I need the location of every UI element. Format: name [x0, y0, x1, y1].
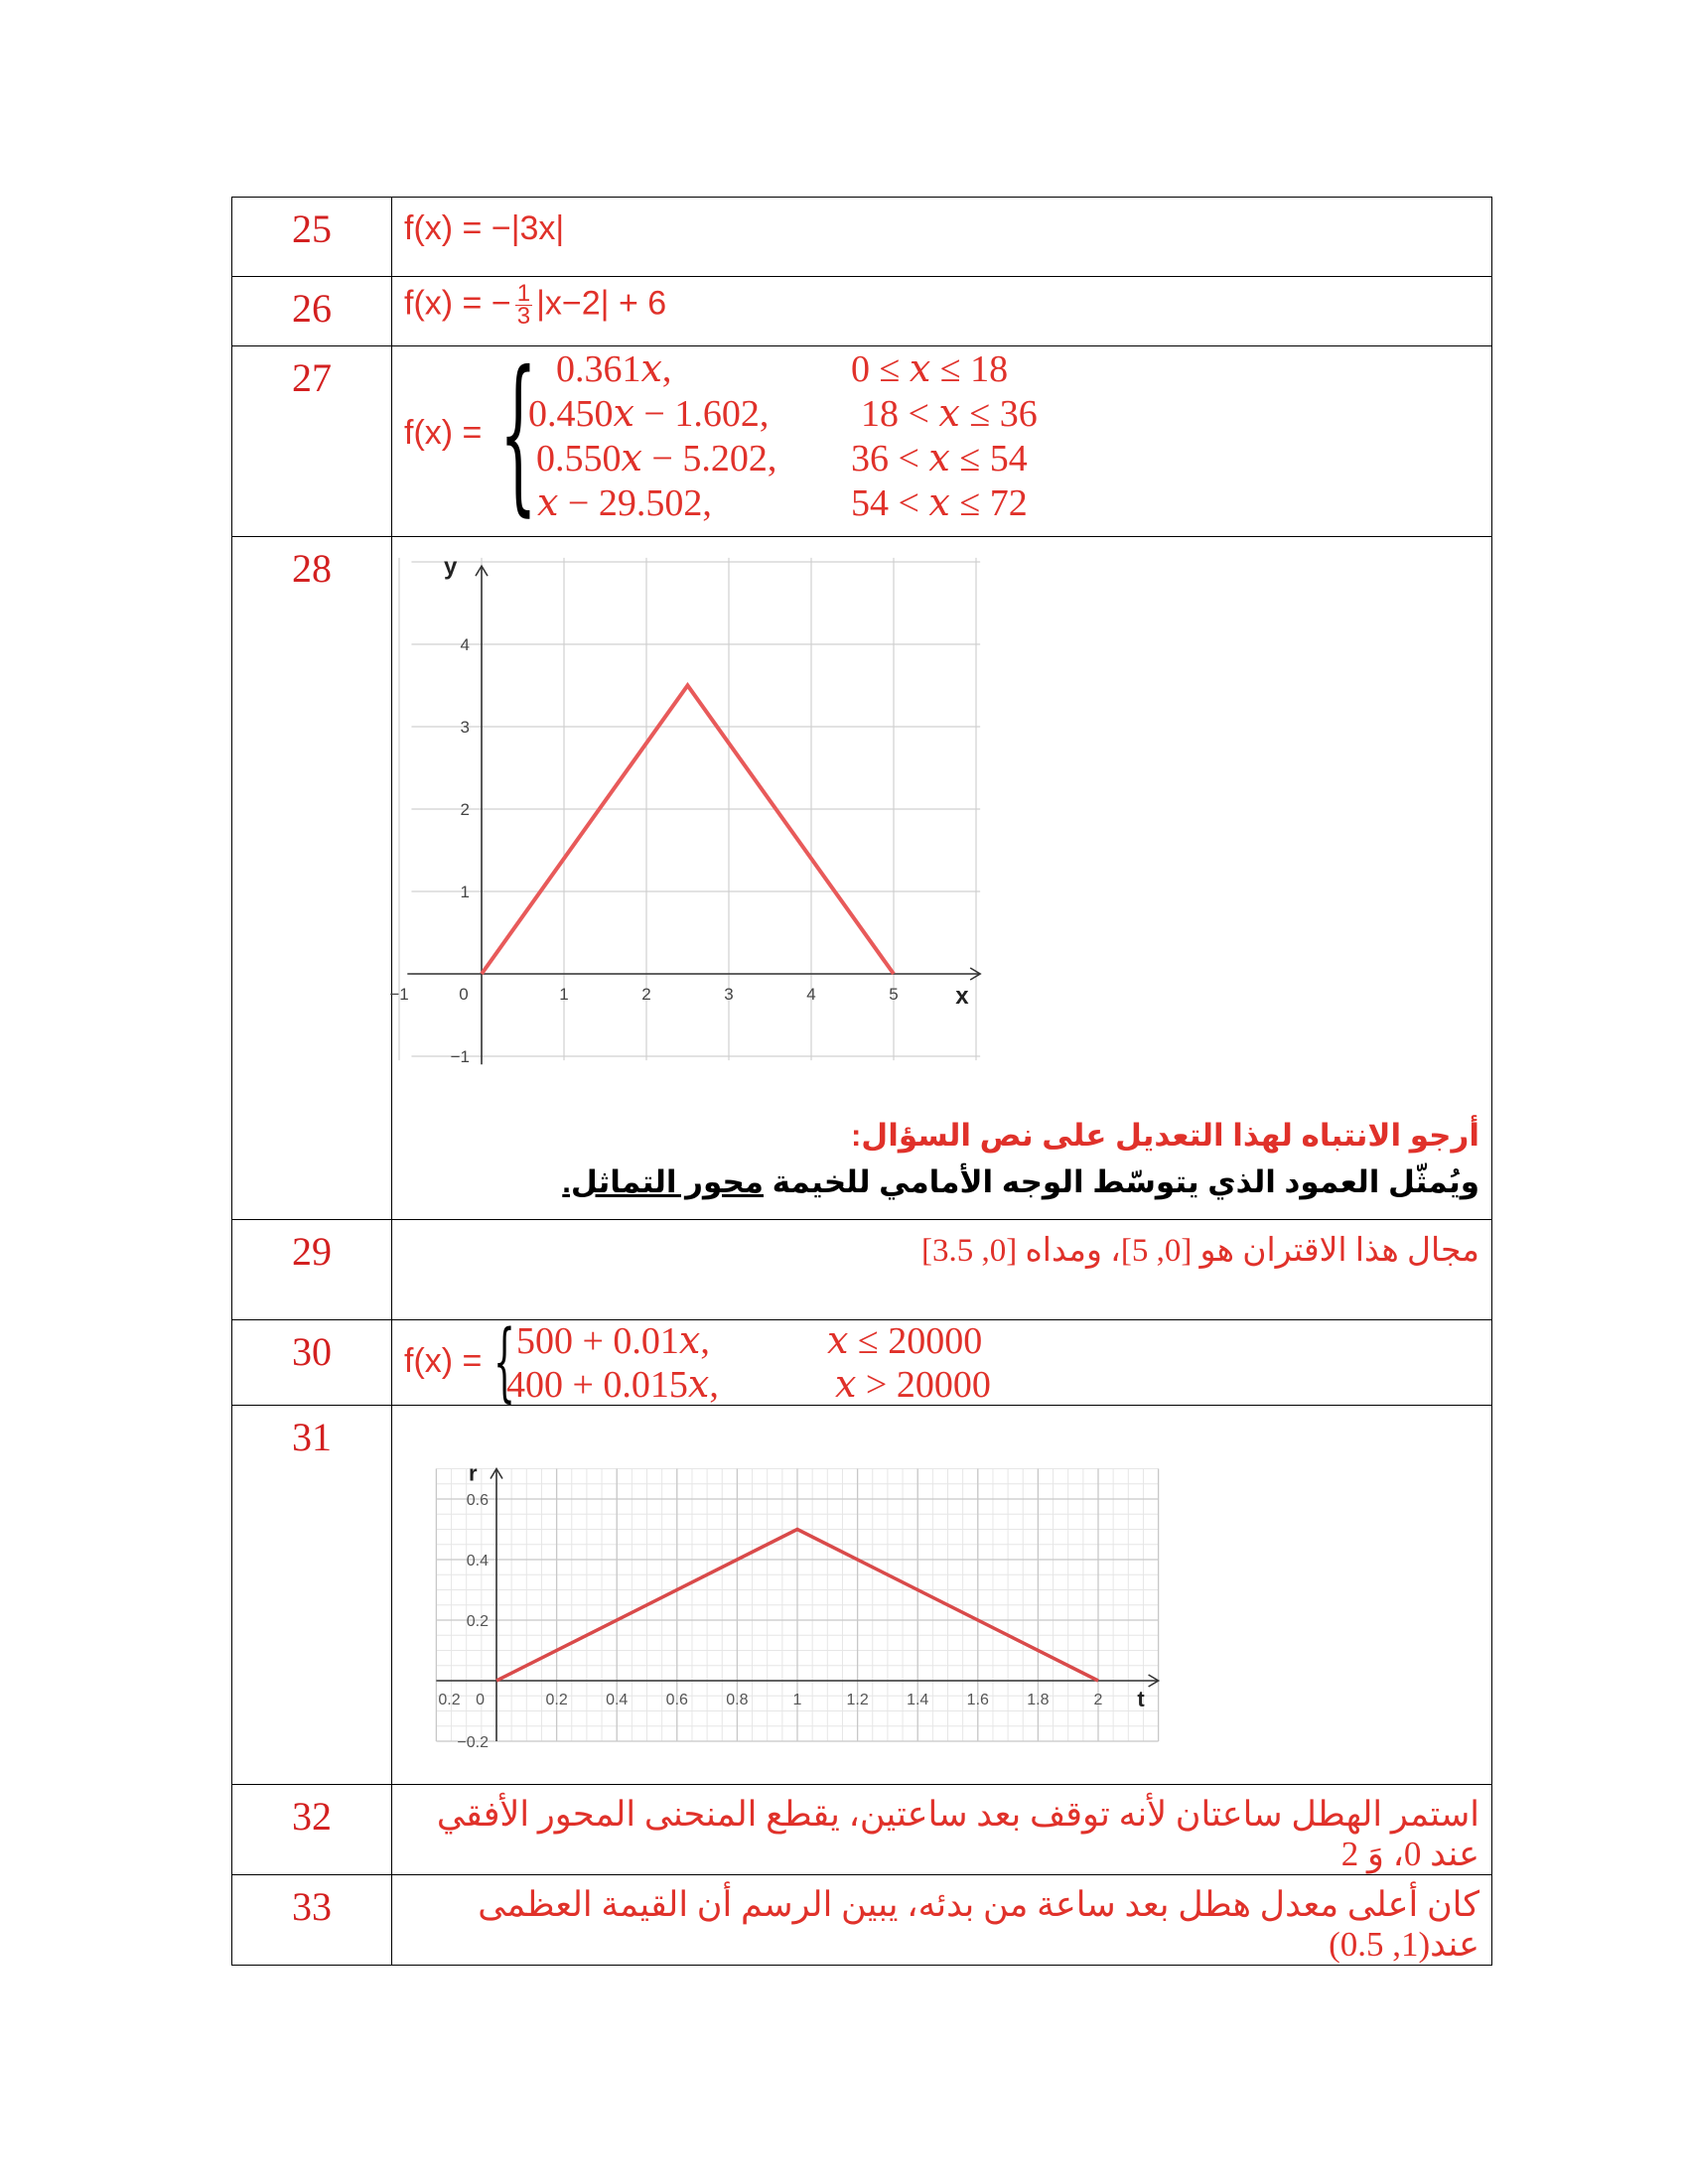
x-axis-label: x	[955, 983, 969, 1010]
tent-graph	[389, 553, 1028, 1113]
answers-table	[231, 197, 1492, 1966]
y-tick-label: 3	[460, 718, 470, 737]
answer-cell	[392, 198, 1492, 277]
x-axis-label: t	[1137, 1687, 1145, 1711]
left-brace: {	[493, 1312, 515, 1412]
x-tick-label: 1	[559, 985, 569, 1004]
note-body: ويُمثّل العمود الذي يتوسّط الوجه الأمامي للخيمة محور التماثل.	[562, 1164, 1479, 1199]
table-row	[232, 1875, 1492, 1966]
y-tick-label: −0.2	[457, 1734, 489, 1751]
x-tick-label: 1.4	[907, 1692, 929, 1708]
x-tick-label: 4	[806, 985, 816, 1004]
x-tick-label: 0.2	[545, 1692, 568, 1708]
table-row	[232, 346, 1492, 537]
y-axis-label: r	[469, 1460, 478, 1486]
left-brace: {	[499, 336, 537, 532]
answer-cell	[392, 1785, 1492, 1875]
note-heading: أرجو الانتباه لهذا التعديل على نص السؤال:	[850, 1118, 1479, 1153]
x-tick-label: 2	[641, 985, 651, 1004]
answer-cell	[392, 336, 1492, 537]
x-tick-label: 0	[459, 985, 469, 1004]
answer-cell	[389, 537, 1492, 1220]
y-tick-label: −1	[450, 1047, 470, 1066]
x-tick-label: 2	[1093, 1692, 1103, 1708]
answer-cell	[392, 1875, 1492, 1966]
x-tick-label: 1.8	[1027, 1692, 1050, 1708]
row-number: 27	[232, 346, 392, 537]
domain-range-text: مجال هذا الاقتران هو [0, 5]، ومداه [0, 3.5]	[921, 1233, 1479, 1269]
fraction: $\frac{1}{3}$	[516, 280, 531, 330]
y-tick-label: 1	[460, 883, 470, 901]
y-tick-label: 0.2	[466, 1613, 489, 1630]
answer-cell	[392, 1220, 1492, 1320]
table-row	[232, 537, 1492, 1220]
row-number: 28	[232, 537, 392, 1220]
row-number: 32	[232, 1785, 392, 1875]
origin-label: 0	[476, 1692, 485, 1708]
function-expression: f(x) = −|3x|	[404, 209, 565, 247]
row-number: 26	[232, 277, 392, 346]
y-tick-label: 0.4	[466, 1553, 489, 1570]
piecewise-function: f(x) = { 0.361𝑥, 0 ≤ 𝑥 ≤ 18 0.450𝑥 − 1.602, 18 < 𝑥 ≤ 36 0.550𝑥 − 5.202, 36 < 𝑥 ≤ 54 𝑥 − 29.502, 54 < 𝑥 ≤ 72	[404, 336, 1038, 532]
x-tick-label: 1.2	[846, 1692, 869, 1708]
x-tick-label: 3	[724, 985, 734, 1004]
table-row	[232, 1320, 1492, 1406]
x-tick-label: 0.6	[665, 1692, 688, 1708]
table-row	[232, 1406, 1492, 1785]
table-row	[232, 198, 1492, 277]
row-number: 31	[232, 1406, 392, 1785]
duration-text: استمر الهطل ساعتان لأنه توقف بعد ساعتين، يقطع المنحنى المحور الأفقي عند 0، وَ 2	[436, 1795, 1479, 1873]
y-tick-label: 2	[460, 800, 470, 819]
function-expression: f(x) = − $\frac{1}{3}$ |x−2| + 6	[404, 280, 667, 330]
row-number: 29	[232, 1220, 392, 1320]
y-tick-label: 4	[460, 635, 470, 654]
x-tick-label: 0.2	[438, 1692, 461, 1708]
x-tick-label: 1.6	[966, 1692, 989, 1708]
x-tick-label: 5	[889, 985, 899, 1004]
x-tick-label: 0.4	[606, 1692, 629, 1708]
table-row	[232, 1220, 1492, 1320]
x-tick-label: 0.8	[726, 1692, 749, 1708]
table-row	[232, 277, 1492, 346]
x-tick-label: −1	[389, 985, 409, 1004]
function-line	[482, 686, 894, 975]
rainfall-graph	[422, 1406, 1216, 1773]
maximum-text: كان أعلى معدل هطل بعد ساعة من بدئه، يبين الرسم أن القيمة العظمى عند(1, 0.5)	[478, 1885, 1479, 1964]
answer-cell	[392, 1406, 1492, 1785]
y-tick-label: 0.6	[466, 1492, 489, 1509]
row-number: 33	[232, 1875, 392, 1966]
row-number: 25	[232, 198, 392, 277]
answer-cell	[392, 277, 1492, 346]
piecewise-function: f(x) = { 500 + 0.01𝑥, 𝑥 ≤ 20000 400 + 0.015𝑥, 𝑥 > 20000	[404, 1312, 991, 1412]
row-number: 30	[232, 1320, 392, 1406]
answer-cell	[392, 1312, 1492, 1412]
table-row	[232, 1785, 1492, 1875]
x-tick-label: 1	[792, 1692, 802, 1708]
y-axis-label: y	[444, 553, 458, 581]
